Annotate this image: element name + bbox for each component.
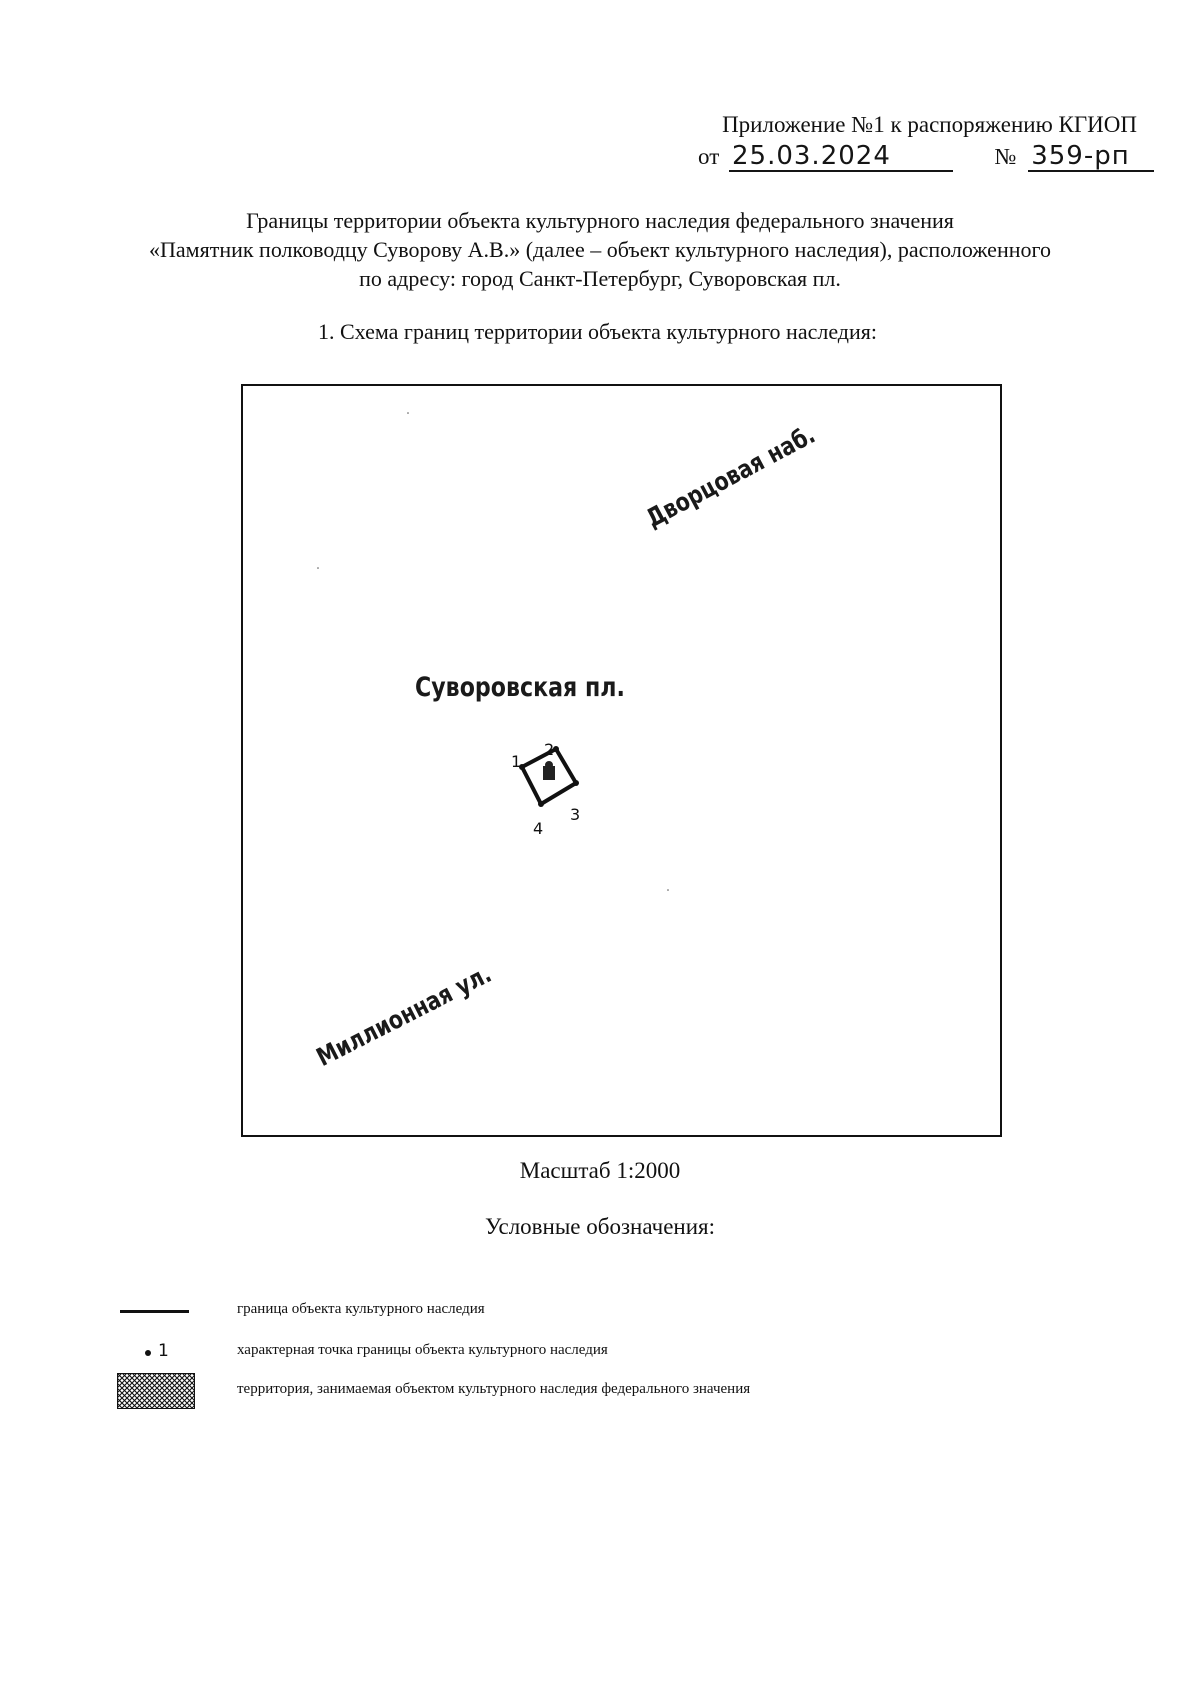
legend-item-text: характерная точка границы объекта культурного наследия — [237, 1342, 608, 1358]
point-label-4: 4 — [533, 819, 544, 838]
street-label-dvortsovaya: Дворцовая наб. — [641, 419, 820, 533]
boundary-point-dot — [145, 1350, 151, 1356]
point-label-2: 2 — [544, 740, 555, 759]
monument-top — [545, 761, 553, 769]
square-label-suvorovskaya: Суворовская пл. — [415, 672, 625, 703]
legend-heading: Условные обозначения: — [484, 1214, 716, 1239]
number-prefix: № — [994, 144, 1017, 169]
map-speck — [317, 567, 319, 569]
title-line-1: Границы территории объекта культурного наследия федерального значения — [246, 208, 954, 233]
title-line-3: по адресу: город Санкт-Петербург, Суворовская пл. — [359, 266, 841, 291]
map-scale: Масштаб 1:2000 — [519, 1158, 681, 1183]
legend-item — [117, 1292, 1117, 1330]
point-label-3: 3 — [570, 805, 581, 824]
street-label-millionnaya: Миллионная ул. — [311, 959, 496, 1072]
hatched-area-swatch — [117, 1373, 195, 1409]
document-title — [80, 206, 1120, 293]
boundary-map — [241, 384, 1002, 1137]
order-date: 25.03.2024 — [729, 142, 953, 172]
map-speck — [667, 889, 669, 891]
appendix-line: Приложение №1 к распоряжению КГИОП — [722, 112, 1137, 137]
boundary-point-sample-label: 1 — [158, 1341, 169, 1361]
boundary-point-3 — [573, 780, 579, 786]
date-prefix: от — [698, 144, 720, 169]
legend-item-text: граница объекта культурного наследия — [237, 1301, 485, 1317]
order-number: 359-рп — [1028, 142, 1154, 172]
point-label-1: 1 — [511, 752, 522, 771]
title-line-2: «Памятник полководцу Суворову А.В.» (далее – объект культурного наследия), расположенного — [149, 237, 1051, 262]
hatched-area-icon — [117, 1372, 197, 1410]
boundary-point-4 — [538, 801, 544, 807]
boundary-line-icon — [117, 1292, 197, 1330]
legend-item — [117, 1372, 1117, 1410]
boundary-line-stroke — [120, 1310, 189, 1313]
boundary-point-icon — [117, 1333, 197, 1371]
order-line — [698, 142, 1154, 178]
map-speck — [407, 412, 409, 414]
legend-item — [117, 1333, 1117, 1371]
legend-item-text: территория, занимаемая объектом культурного наследия федерального значения — [237, 1381, 751, 1397]
section-heading: 1. Схема границ территории объекта культурного наследия: — [318, 319, 878, 344]
